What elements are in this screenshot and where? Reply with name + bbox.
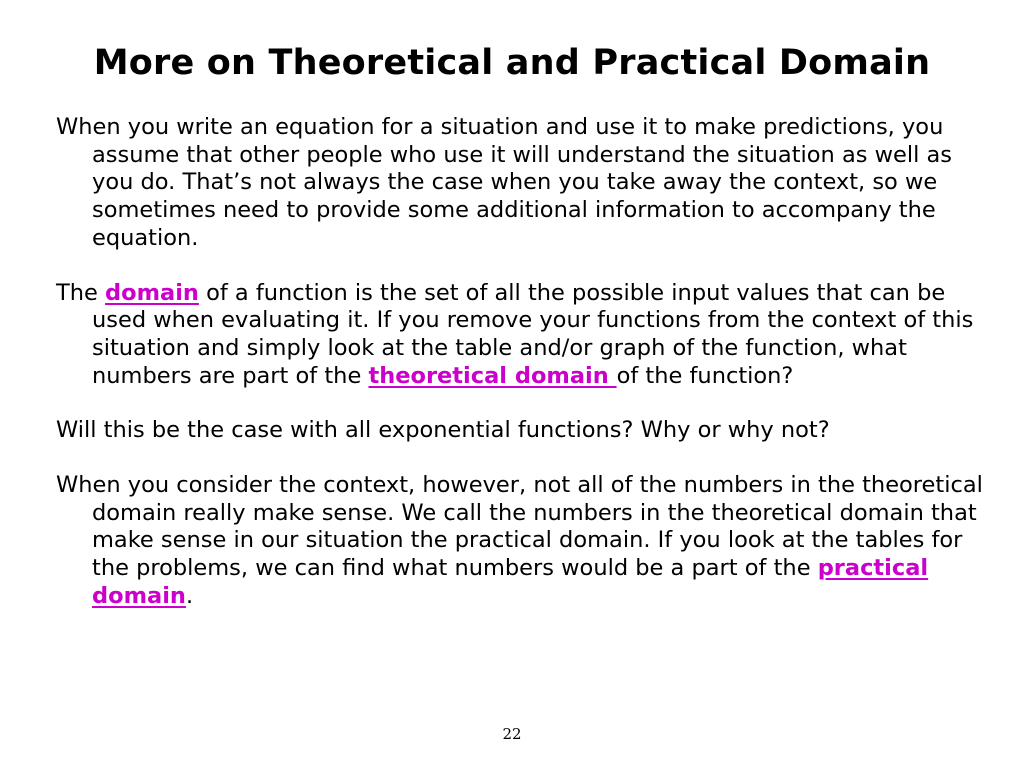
paragraph-text: When you consider the context, however, not all of the numbers in the theoretical domain really make sense. We call the numbers in the theoretical domain that make sense in our situation the practical domain. If you look at the tables for the problems, we can find what numbers would be a part of the	[56, 472, 983, 582]
paragraph-text: .	[185, 582, 194, 609]
term-domain: domain	[105, 279, 199, 306]
slide-body	[56, 114, 991, 611]
paragraph-text: of a function is the set of all the possible input values that can be used when evaluating it. If you remove your functions from the context of this situation and simply look at the table and/or graph of the function, what numbers are part of the	[92, 279, 974, 389]
paragraph-practical-domain	[56, 472, 991, 611]
paragraph-text: The	[56, 279, 105, 306]
slide-title: More on Theoretical and Practical Domain	[93, 43, 931, 83]
paragraph-equation-context	[56, 114, 991, 253]
paragraph-text: Will this be the case with all exponential functions? Why or why not?	[56, 417, 830, 444]
paragraph-domain-definition	[56, 280, 991, 391]
paragraph-text: of the function?	[616, 362, 794, 389]
term-theoretical-domain: theoretical domain	[368, 362, 617, 389]
term-practical-domain: practical domain	[92, 555, 929, 609]
page-number: 22	[502, 725, 522, 743]
paragraph-text: When you write an equation for a situation and use it to make predictions, you assume that other people who use it will understand the situation as well as you do. That’s not always the case when you take away the context, so we sometimes need to provide some additional information to accompany the equation.	[56, 114, 953, 251]
paragraph-question	[56, 417, 991, 445]
